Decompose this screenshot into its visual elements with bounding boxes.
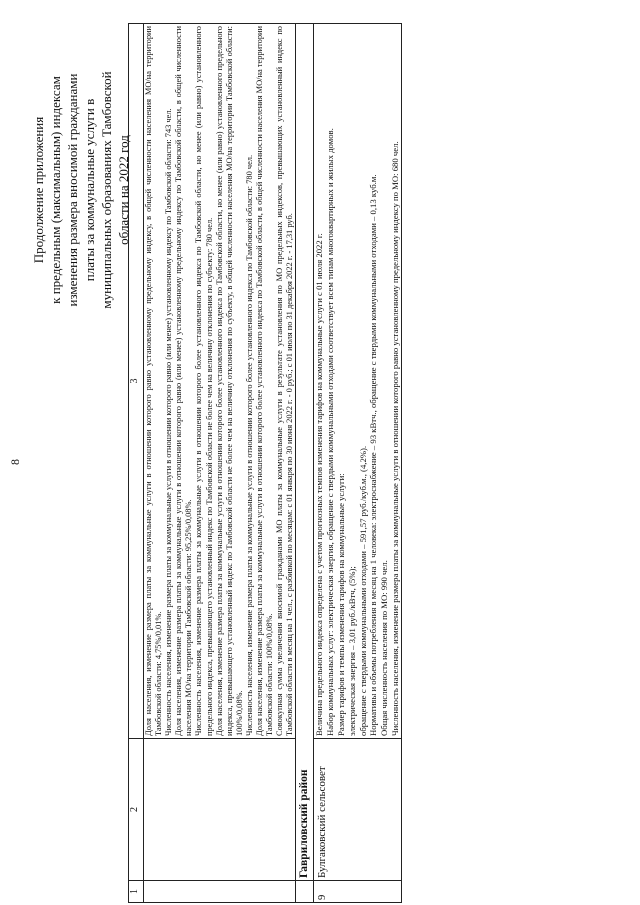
row-number: 9 [314,881,401,903]
column-header: 2 [129,739,144,881]
indicator-line: Размер тарифов и темпы изменения тарифов на коммунальные услуги: [336,473,346,736]
column-number-row [129,24,144,903]
indicator-line: Общая численность населения по МО: 990 чел. [379,560,390,736]
indicator-text [314,24,401,739]
indicator-text [144,24,296,739]
row-number [144,881,296,903]
indicator-line: Доля населения, изменение размера платы за коммунальные услуги в отношении которого более установленного индекса по Тамбовской области, но менее (или равно) установленного предельного индекса, превышающего установленный индекс по Тамбовской области не более чем на величину отклонения по субъекту, в общей численности населения МО/на территории Тамбовской области: 100%/0,08%. [214,26,244,736]
table-row [144,24,296,903]
header-line: области на 2022 год [116,135,131,245]
indicator-line: Численность населения, изменение размера платы за коммунальные услуги в отношении которого равно (или менее) установленному индексу по Тамбовской области: 743 чел. [164,108,174,736]
indicator-line: Численность населения, изменение размера платы за коммунальные услуги в отношении которого более установленного индекса по Тамбовской области: 780 чел. [244,154,254,736]
region-name: Гавриловский район [296,24,314,881]
appendix-header [30,20,132,360]
indicator-line: Численность населения, изменение размера платы за коммунальные услуги в отношении которого более установленного индекса по Тамбовской области, но менее (или равно) установленного предельного индекса, превышающего установленный индекс по Тамбовской области не более чем на величину отклонения по субъекту: 780 чел. [194,26,214,736]
indicator-line: обращение с твердыми коммунальными отходами – 591,57 руб./куб.м., (4,2%). [357,445,368,736]
indicator-line: Численность населения, изменение размера платы за коммунальные услуги в отношении которого равно установленному предельному индексу по МО: 680 чел. [389,141,400,736]
column-header: 3 [129,24,144,739]
indicator-line: Набор коммунальных услуг: электрическая энергия, обращение с твердыми коммунальными отходами соответствует всем типам многоквартирных и жилых домов. [325,128,336,736]
header-line: платы за коммунальные услуги в [82,98,97,282]
header-line: Продолжение приложения [31,116,46,264]
header-line: изменения размера вносимой гражданами [65,73,80,307]
indicator-line: Величина предельного индекса определена с учетом прогнозных темпов изменения тарифов на коммунальные услуги с 01 июля 2022 г. [314,233,325,736]
region-row [296,24,314,903]
indicator-line: электрическая энергия – 3,01 руб./кВтч, (5%); [346,566,357,736]
indicator-line: Доля населения, изменение размера платы за коммунальные услуги в отношении которого более установленного индекса по Тамбовской области, в общей численности населения МО/на территории Тамбовской области: 100%/0,08%. [255,26,275,736]
header-line: к предельным (максимальным) индексам [48,76,63,304]
municipality-name [144,739,296,881]
indicator-line: Совокупная сумма увеличения вносимой гражданами МО платы за коммунальные услуги в результате установления по МО предельных индексов, превышающих установленный индекс по Тамбовской области в месяц на 1 чел., с разбивкой по месяцам: с 01 января по 30 июня 2022 г. - 0 руб.; с 01 июля по 31 декабря 2022 г. - 17,31 руб. [275,26,295,736]
municipality-name: Булгаковский сельсовет [314,739,401,881]
indices-table [128,23,402,903]
indicator-line: Нормативы и объемы потребления в месяц на 1 человека: электроснабжение – 93 кВтч., обращение с твердыми коммунальными отходами – 0,13 куб.м. [368,174,379,736]
column-header: 1 [129,881,144,903]
table-row [314,24,401,903]
page-number: 8 [8,459,22,465]
indicator-line: Доля населения, изменение размера платы за коммунальные услуги в отношении которого равно (или менее) установленному предельному индексу по Тамбовской области, в общей численности населения МО/на территории Тамбовской области: 95,25%/0,08%. [174,26,194,736]
header-line: муниципальных образованиях Тамбовской [99,71,114,309]
indicator-line: Доля населения, изменение размера платы за коммунальные услуги в отношении которого равно установленному предельному индексу, в общей численности населения МО/на территории Тамбовской области: 4,75%/0,01%. [144,26,164,736]
